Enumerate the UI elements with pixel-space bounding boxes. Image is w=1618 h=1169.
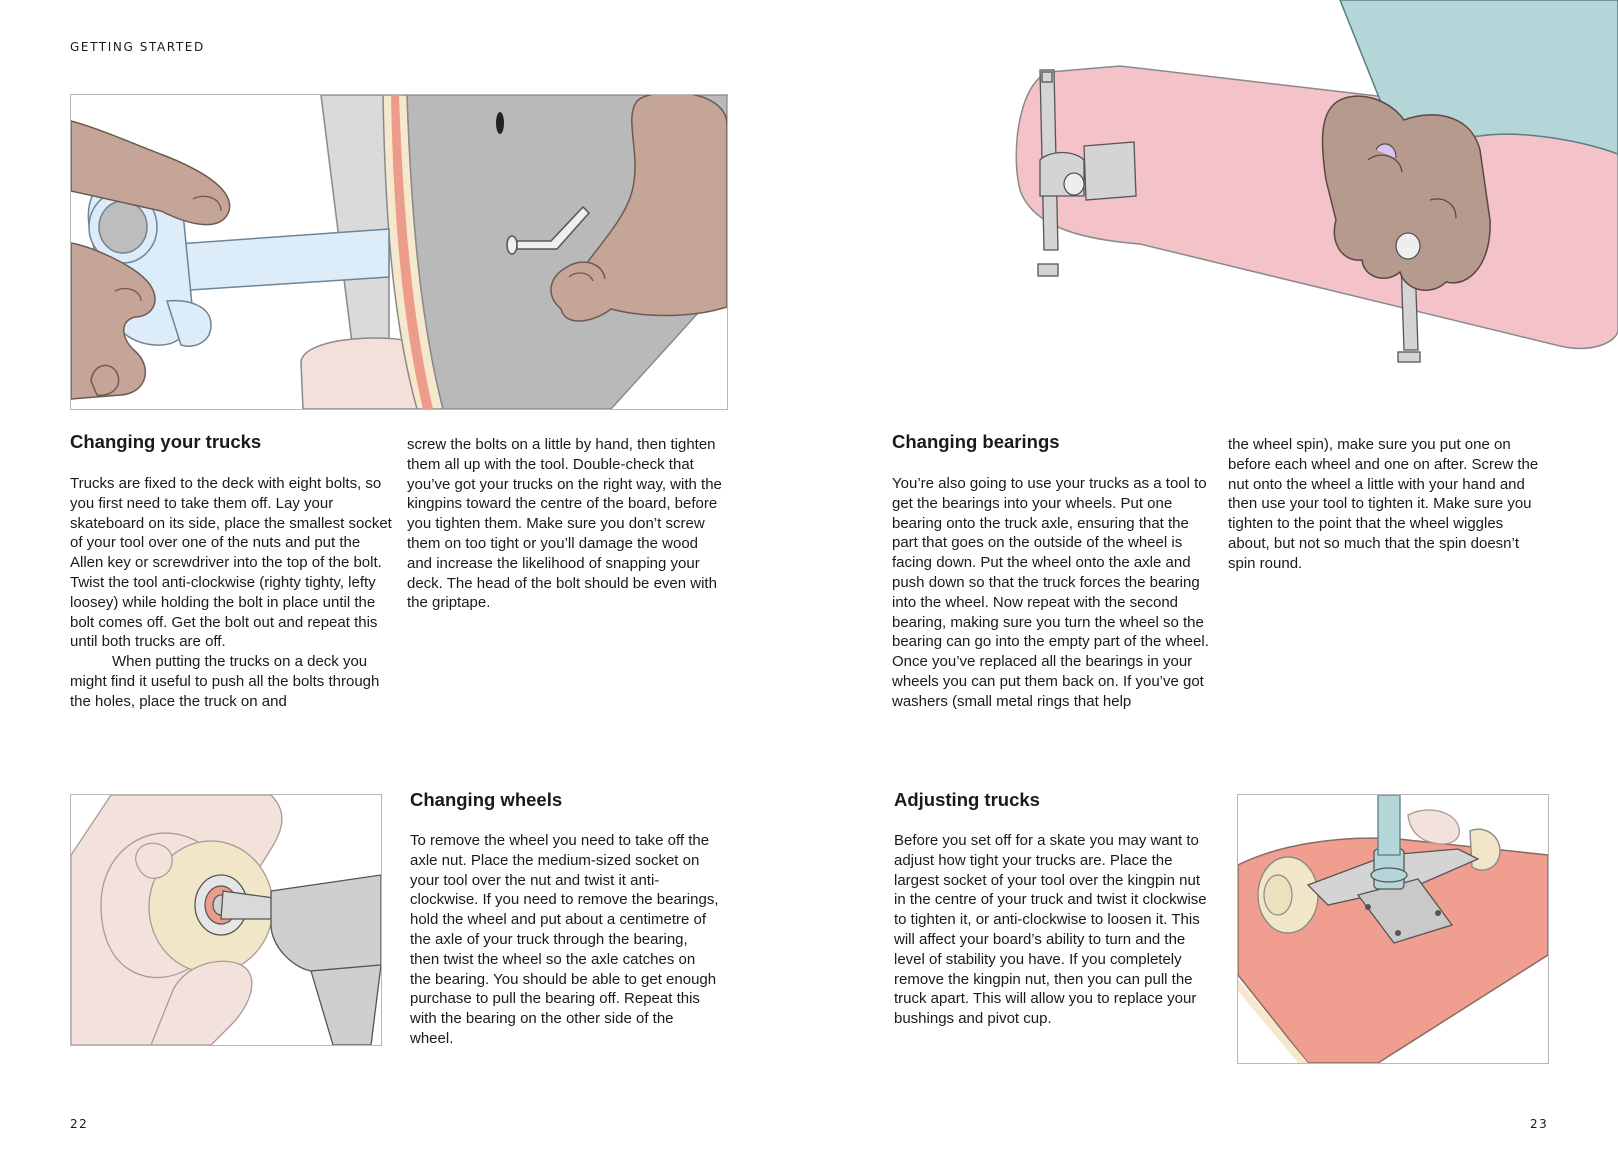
figure-changing-bearings: [1000, 0, 1618, 380]
heading-changing-trucks: Changing your trucks: [70, 431, 262, 452]
text-bearings-col2: [1228, 435, 1546, 574]
paragraph: the wheel spin), make sure you put one on before each wheel and one on after. Screw the nut onto the wheel a little with your hand and then use your tool to tighten it. Make sure you tighten to the point that the wheel wiggles about, but not so much that the spin doesn’t spin round.: [1228, 436, 1539, 572]
running-head: GETTING STARTED: [70, 40, 205, 54]
paragraph: Trucks are fixed to the deck with eight bolts, so you first need to take them off. Lay your skateboard on its side, place the smallest socket of your tool over one of the nuts and put the Allen key or screwdriver into the top of the bolt. Twist the tool anti-clockwise (righty tighty, lefty loosey) while holding the bolt in place until the bolt comes off. Get the bolt out and repeat this until both trucks are off.: [70, 475, 392, 651]
page-number-left: 22: [70, 1117, 89, 1131]
heading-changing-bearings: Changing bearings: [892, 431, 1060, 452]
heading-adjusting-trucks: Adjusting trucks: [894, 789, 1040, 810]
text-trucks-col2: [407, 435, 727, 613]
text-wheels: [410, 831, 720, 1049]
paragraph: To remove the wheel you need to take off the axle nut. Place the medium-sized socket on your tool over the nut and twist it anti-clockwise. If you need to remove the bearings, hold the wheel and put about a centimetre of the axle of your truck through the bearing, then twist the wheel so the axle catches on the bearing. You should be able to get enough purchase to pull the bearing off. Repeat this with the bearing on the other side of the wheel.: [410, 832, 719, 1047]
figure-changing-trucks: [70, 94, 728, 410]
paragraph: When putting the trucks on a deck you might find it useful to push all the bolts through the holes, place the truck on and: [70, 653, 380, 710]
heading-changing-wheels: Changing wheels: [410, 789, 563, 810]
paragraph: screw the bolts on a little by hand, then tighten them all up with the tool. Double-check that you’ve got your trucks on the right way, with the kingpins toward the centre of the board, before you tighten them. Make sure you don’t screw them on too tight or you’ll damage the wood and increase the likelihood of snapping your deck. The head of the bolt should be even with the griptape.: [407, 436, 722, 612]
figure-adjusting-trucks: [1237, 794, 1549, 1064]
illustration-bearing-on-axle: [71, 795, 381, 1045]
paragraph: You’re also going to use your trucks as a tool to get the bearings into your wheels. Put one bearing onto the truck axle, ensuring that the part that goes on the outside of the wheel is facing down. Put the wheel onto the axle and push down so that the truck forces the bearing into the wheel. Now repeat with the second bearing, making sure you turn the wheel so the bearing can go into the empty part of the wheel. Once you’ve replaced all the bearings in your wheels you can put them back on. If you’ve got washers (small metal rings that help: [892, 475, 1209, 710]
illustration-tool-on-truck-bolt: [71, 95, 727, 409]
page-number-right: 23: [1530, 1117, 1549, 1131]
figure-changing-wheels: [70, 794, 382, 1046]
text-trucks-col1: [70, 474, 392, 712]
illustration-wrench-on-kingpin: [1238, 795, 1548, 1063]
text-adjusting: [894, 831, 1214, 1029]
paragraph: Before you set off for a skate you may want to adjust how tight your trucks are. Place the largest socket of your tool over the kingpin nut in the centre of your truck and twist it clockwise to tighten it, or anti-clockwise to loosen it. This will affect your board’s ability to turn and the level of stability you have. If you completely remove the kingpin nut, then you can pull the truck apart. This will allow you to replace your bushings and pivot cup.: [894, 832, 1207, 1028]
illustration-hands-on-deck: [1000, 0, 1618, 380]
text-bearings-col1: [892, 474, 1212, 712]
